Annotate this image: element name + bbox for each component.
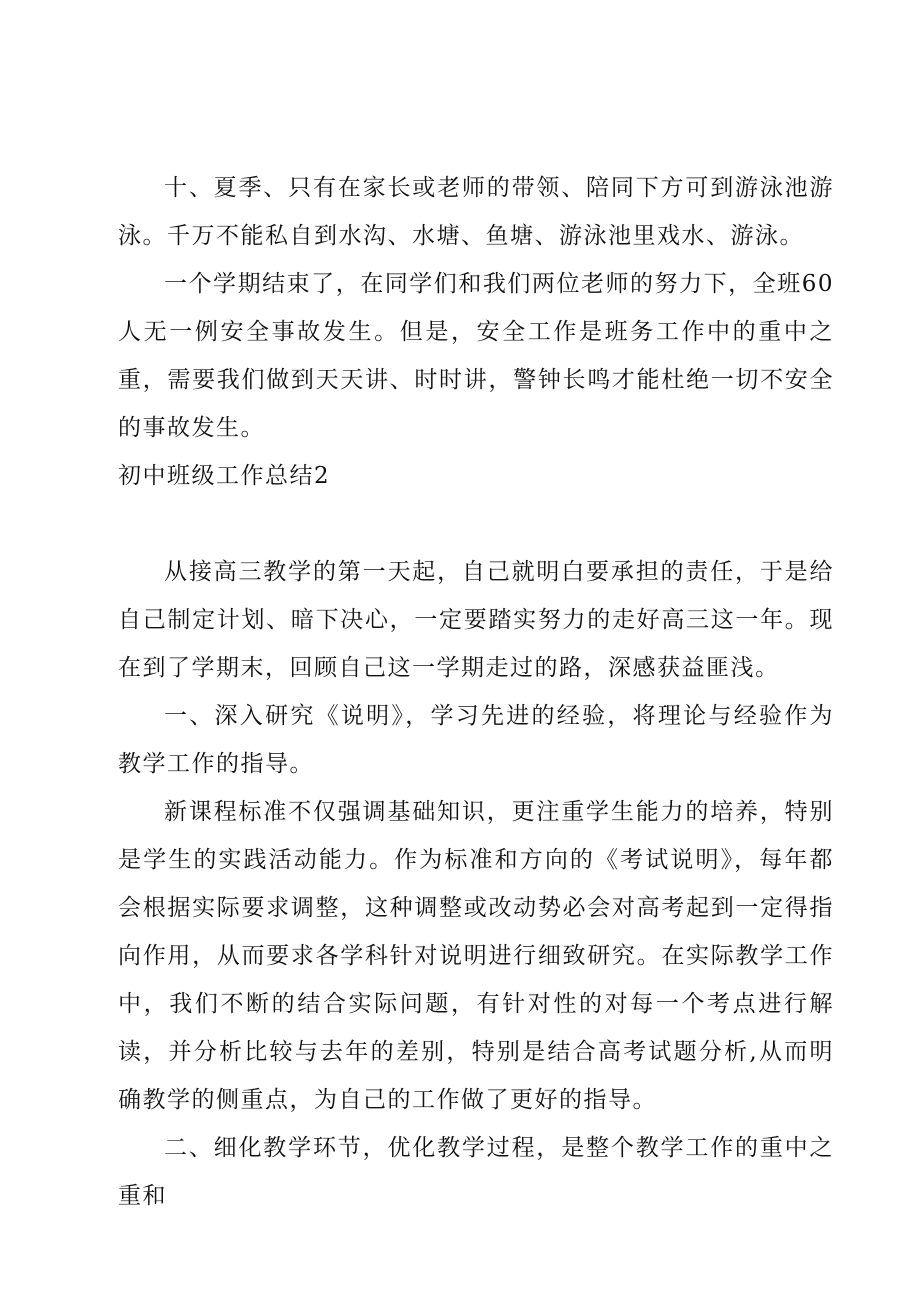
- paragraph-summer-swimming: 十、夏季、只有在家长或老师的带领、陪同下方可到游泳池游泳。千万不能私自到水沟、水塘、鱼塘、游泳池里戏水、游泳。: [118, 175, 834, 249]
- section-title: 初中班级工作总结2: [118, 463, 331, 489]
- paragraph-point-two: 二、细化教学环节，优化教学过程，是整个教学工作的重中之重和: [118, 1135, 834, 1209]
- paragraph-curriculum-standard: 新课程标准不仅强调基础知识，更注重学生能力的培养，特别是学生的实践活动能力。作为标准和方向的《考试说明》，每年都会根据实际要求调整，这种调整或改动势必会对高考起到一定得指向作用，从而要求各学科针对说明进行细致研究。在实际教学工作中，我们不断的结合实际问题，有针对性的对每一个考点进行解读，并分析比较与去年的差别，特别是结合高考试题分析,从而明确教学的侧重点，为自己的工作做了更好的指导。: [118, 799, 834, 1113]
- paragraph-senior-teaching: 从接高三教学的第一天起，自己就明白要承担的责任，于是给自己制定计划、暗下决心，一定要踏实努力的走好高三这一年。现在到了学期末，回顾自己这一学期走过的路，深感获益匪浅。: [118, 559, 834, 681]
- document-body: [118, 164, 834, 1220]
- section-spacer: [118, 500, 834, 548]
- paragraph-semester-safety: 一个学期结束了，在同学们和我们两位老师的努力下，全班60人无一例安全事故发生。但是，安全工作是班务工作中的重中之重，需要我们做到天天讲、时时讲，警钟长鸣才能杜绝一切不安全的事故发生。: [118, 271, 834, 441]
- paragraph-point-one: 一、深入研究《说明》，学习先进的经验，将理论与经验作为教学工作的指导。: [118, 703, 834, 777]
